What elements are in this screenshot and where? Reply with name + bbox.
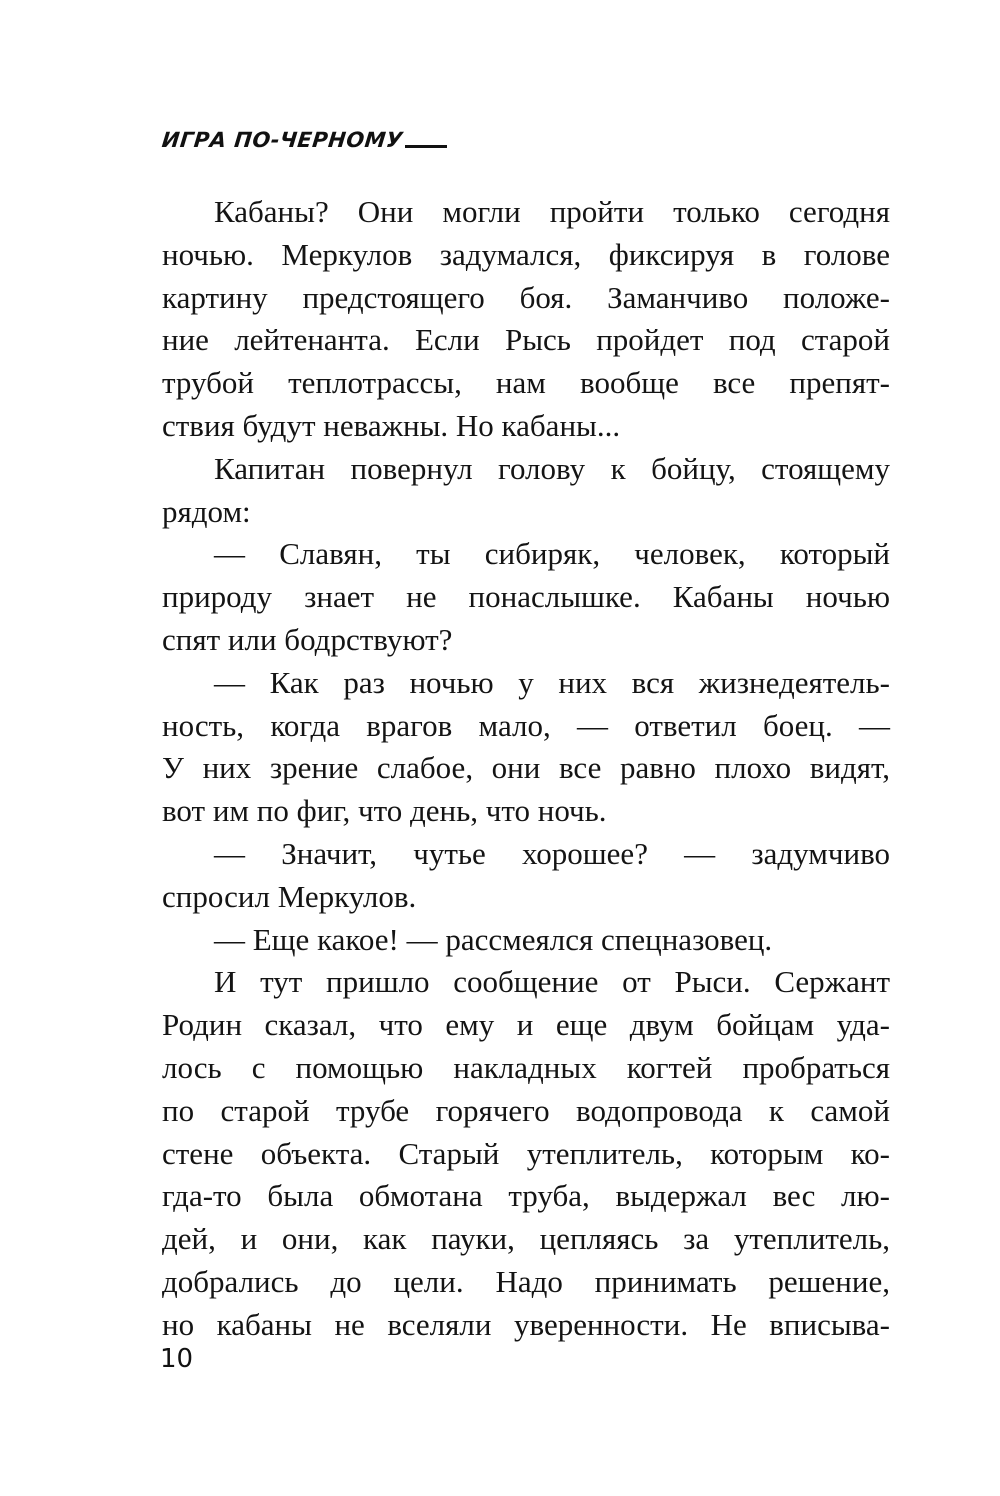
page-number: 10 xyxy=(160,1344,194,1374)
text-line: лось с помощью накладных когтей пробраться xyxy=(162,1049,890,1085)
text-line: ние лейтенанта. Если Рысь пройдет под старой xyxy=(162,322,890,358)
text-line: И тут пришло сообщение от Рыси. Сержант xyxy=(214,964,890,1000)
text-line: — Еще какое! — рассмеялся спецназовец. xyxy=(214,921,773,957)
text-line: трубой теплотрассы, нам вообще все препят- xyxy=(162,365,890,401)
text-line: Кабаны? Они могли пройти только сегодня xyxy=(214,194,890,229)
book-title: ИГРА ПО-ЧЕРНОМУ xyxy=(160,128,405,152)
text-line: дей, и они, как пауки, цепляясь за утеплитель, xyxy=(162,1221,890,1257)
text-line: стене объекта. Старый утеплитель, которым ко- xyxy=(162,1135,890,1171)
text-line: по старой трубе горячего водопровода к самой xyxy=(162,1092,890,1128)
text-line: спят или бодрствуют? xyxy=(162,621,453,657)
text-line: У них зрение слабое, они все равно плохо видят, xyxy=(162,750,890,786)
text-line: ность, когда врагов мало, — ответил боец. — xyxy=(162,707,890,743)
text-line: природу знает не понаслышке. Кабаны ночью xyxy=(162,579,890,615)
text-line: добрались до цели. Надо принимать решение, xyxy=(162,1263,890,1299)
text-line: спросил Меркулов. xyxy=(162,878,417,914)
text-line: но кабаны не вселяли уверенности. Не вписыва- xyxy=(162,1306,890,1342)
text-line: Капитан повернул голову к бойцу, стоящему xyxy=(214,450,890,486)
text-line: вот им по фиг, что день, что ночь. xyxy=(162,793,607,829)
body-text xyxy=(162,191,890,1347)
text-line: картину предстоящего боя. Заманчиво положе- xyxy=(162,279,890,315)
text-line: ночью. Меркулов задумался, фиксируя в голове xyxy=(162,236,890,272)
text-line: — Значит, чутье хорошее? — задумчиво xyxy=(214,835,890,871)
text-line: — Как раз ночью у них вся жизнедеятель- xyxy=(214,664,890,700)
text-line: — Славян, ты сибиряк, человек, который xyxy=(214,536,890,572)
running-header xyxy=(162,127,447,153)
text-line: рядом: xyxy=(162,493,251,529)
text-line: Родин сказал, что ему и еще двум бойцам уда- xyxy=(162,1007,890,1043)
header-rule xyxy=(405,145,447,148)
text-line: ствия будут неважны. Но кабаны... xyxy=(162,407,621,443)
text-line: гда-то была обмотана труба, выдержал вес лю- xyxy=(162,1178,890,1214)
